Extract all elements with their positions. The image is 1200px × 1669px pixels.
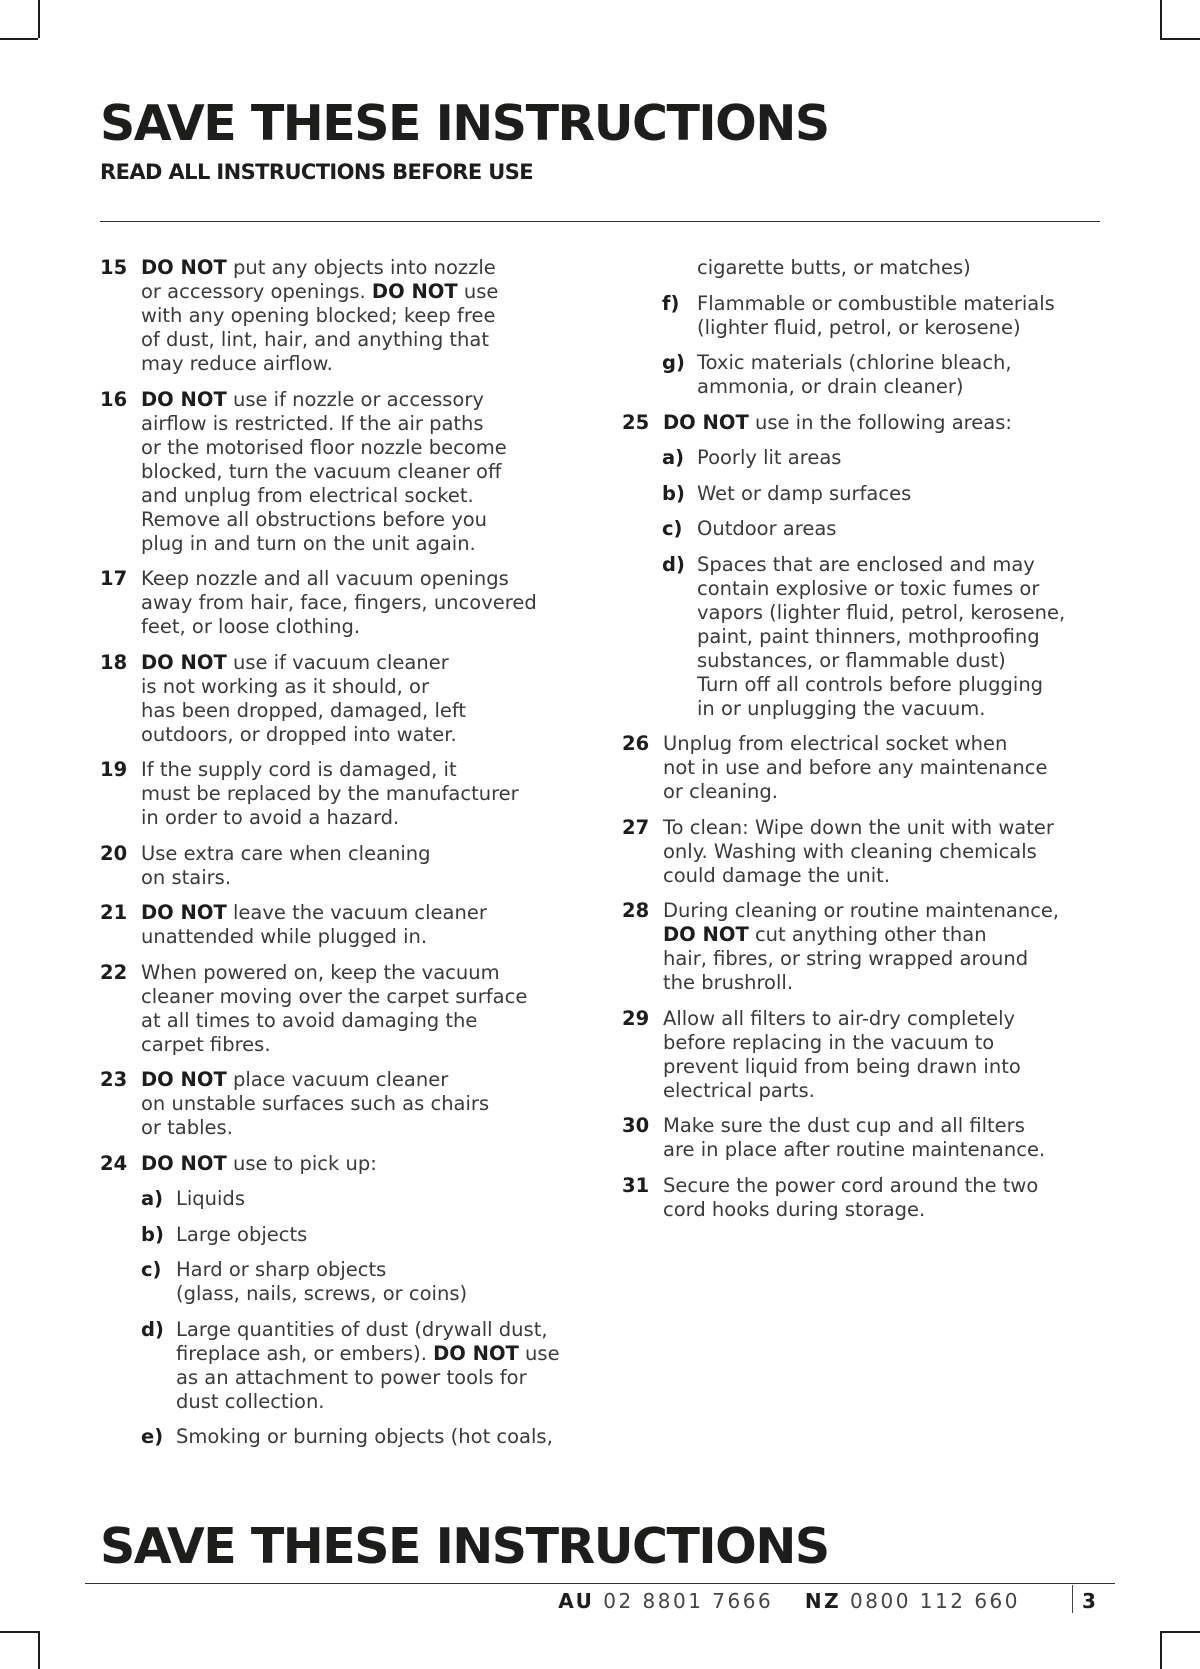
do-not-emphasis: DO NOT: [141, 901, 227, 924]
nz-phone: 0800 112 660: [850, 1589, 1020, 1613]
instruction-number: 26: [622, 732, 650, 755]
instruction-text: To clean: Wipe down the unit with water only. Washing with cleaning chemicals could damage the unit.: [663, 815, 1054, 887]
instruction-text: Allow all filters to air-dry completely before replacing in the vacuum to prevent liquid from being drawn into electrical parts.: [663, 1006, 1021, 1102]
sub-item-label: a): [662, 446, 685, 469]
sub-item: [662, 351, 1097, 399]
instruction-item: [622, 1007, 1097, 1103]
instruction-text: Use extra care when cleaning on stairs.: [141, 841, 431, 889]
instruction-number: 29: [622, 1006, 650, 1030]
instruction-number: 23: [100, 1068, 128, 1091]
sub-item-label: f): [662, 291, 680, 315]
instruction-number: 21: [100, 901, 128, 924]
right-column: [622, 256, 1097, 1233]
nz-label: NZ: [804, 1589, 842, 1613]
sub-item: [662, 553, 1097, 721]
instruction-number: 22: [100, 960, 128, 984]
instruction-text: DO NOT use in the following areas:: [663, 410, 1012, 434]
instruction-item: [622, 411, 1097, 435]
sub-item: [141, 1223, 600, 1247]
instruction-number: 27: [622, 815, 650, 839]
instruction-number: 24: [100, 1151, 128, 1175]
sub-item-text: Large objects: [176, 1222, 308, 1246]
sub-item-text: Liquids: [176, 1187, 245, 1210]
instruction-text: Secure the power cord around the two cord hooks during storage.: [663, 1173, 1039, 1221]
sub-item-label: b): [141, 1222, 164, 1246]
do-not-emphasis: DO NOT: [433, 1341, 519, 1365]
sub-item: [141, 1258, 600, 1306]
footer-contact: [558, 1589, 1020, 1613]
sub-item-text: Toxic materials (chlorine bleach, ammonia, or drain cleaner): [697, 351, 1012, 398]
instruction-text: If the supply cord is damaged, it must be replaced by the manufacturer in order to avoid a hazard.: [141, 758, 519, 829]
instruction-text: When powered on, keep the vacuum cleaner moving over the carpet surface at all times to avoid damaging the carpet fibres.: [141, 960, 528, 1056]
sub-item-text: Spaces that are enclosed and may contain explosive or toxic fumes or vapors (lighter fluid, petrol, kerosene, paint, paint thinners, mothproofing substances, or flammable dust) Turn off all controls before plugging in or unplugging the vacuum.: [697, 552, 1066, 720]
au-label: AU: [558, 1589, 595, 1613]
crop-mark-top-left-h: [0, 38, 38, 40]
sub-item: [662, 482, 1097, 506]
sub-item-text: Flammable or combustible materials (lighter fluid, petrol, or kerosene): [697, 291, 1055, 339]
do-not-emphasis: DO NOT: [141, 650, 227, 674]
instruction-text: Unplug from electrical socket when not in use and before any maintenance or cleaning.: [663, 732, 1048, 803]
instruction-item: [100, 388, 600, 556]
sub-item-text: Hard or sharp objects (glass, nails, screws, or coins): [176, 1258, 468, 1305]
instruction-number: 25: [622, 410, 650, 434]
sub-item-text: Wet or damp surfaces: [697, 481, 912, 505]
instruction-item: [100, 651, 600, 747]
sub-item-text: Outdoor areas: [697, 517, 837, 540]
instruction-item: [100, 842, 600, 890]
instruction-number: 31: [622, 1173, 650, 1197]
footer-title: SAVE THESE INSTRUCTIONS: [100, 1518, 829, 1575]
instruction-text: DO NOT place vacuum cleaner on unstable surfaces such as chairs or tables.: [141, 1068, 490, 1139]
instruction-item: [100, 567, 600, 639]
instruction-item: [622, 732, 1097, 804]
instruction-item: [622, 899, 1097, 995]
sub-item-text: Poorly lit areas: [697, 446, 842, 469]
instruction-text: DO NOT put any objects into nozzle or accessory openings. DO NOT use with any opening blocked; keep free of dust, lint, hair, and anything that may reduce airflow.: [141, 256, 499, 375]
header-divider: [100, 221, 1100, 222]
sub-item-label: e): [141, 1425, 164, 1448]
instruction-text: DO NOT leave the vacuum cleaner unattended while plugged in.: [141, 901, 487, 948]
page-title: SAVE THESE INSTRUCTIONS: [100, 95, 829, 152]
instruction-text: During cleaning or routine maintenance, DO NOT cut anything other than hair, fibres, or string wrapped around the brushroll.: [663, 899, 1060, 994]
instruction-item: [622, 816, 1097, 888]
do-not-emphasis: DO NOT: [663, 410, 749, 434]
instruction-item: [100, 758, 600, 830]
sub-item: [141, 1425, 600, 1449]
instruction-number: 19: [100, 758, 128, 781]
instruction-number: 15: [100, 256, 128, 279]
sub-item-label: c): [141, 1258, 162, 1281]
instruction-text: DO NOT use to pick up:: [141, 1151, 377, 1175]
crop-mark-top-left-v: [38, 0, 40, 38]
sub-item: [141, 1187, 600, 1211]
sub-item-text: Smoking or burning objects (hot coals,: [176, 1425, 553, 1448]
sub-item-label: a): [141, 1187, 164, 1210]
au-phone: 02 8801 7666: [603, 1589, 774, 1613]
continued-text: cigarette butts, or matches): [697, 256, 971, 279]
instruction-item: [100, 1068, 600, 1140]
sub-item: [662, 292, 1097, 340]
crop-mark-bottom-left-v: [38, 1631, 40, 1669]
instruction-text: DO NOT use if nozzle or accessory airflow is restricted. If the air paths or the motorised floor nozzle become blocked, turn the vacuum cleaner off and unplug from electrical socket. Remove all obstructions before you plug in and turn on the unit again.: [141, 387, 507, 555]
instruction-number: 20: [100, 841, 128, 865]
sub-item-text: Large quantities of dust (drywall dust, fireplace ash, or embers). DO NOT use as an attachment to power tools for dust collection.: [176, 1317, 560, 1413]
page-number-separator: [1072, 1585, 1073, 1613]
page-subtitle: READ ALL INSTRUCTIONS BEFORE USE: [100, 160, 534, 184]
instruction-text: DO NOT use if vacuum cleaner is not working as it should, or has been dropped, damaged, left outdoors, or dropped into water.: [141, 650, 467, 746]
instruction-item: [100, 256, 600, 376]
instruction-text: Keep nozzle and all vacuum openings away from hair, face, fingers, uncovered feet, or loose clothing.: [141, 567, 537, 638]
instruction-item: [622, 1114, 1097, 1162]
do-not-emphasis: DO NOT: [141, 1151, 227, 1175]
instruction-item: [100, 1152, 600, 1176]
crop-mark-top-right-v: [1160, 0, 1162, 38]
do-not-emphasis: DO NOT: [141, 1068, 227, 1091]
instruction-number: 17: [100, 567, 128, 590]
crop-mark-bottom-left-h: [0, 1631, 38, 1633]
instruction-number: 16: [100, 387, 128, 411]
instruction-number: 30: [622, 1114, 650, 1137]
footer-divider: [85, 1583, 1115, 1584]
do-not-emphasis: DO NOT: [141, 387, 227, 411]
instruction-item: [100, 901, 600, 949]
do-not-emphasis: DO NOT: [141, 256, 227, 279]
sub-item-label: b): [662, 481, 685, 505]
crop-mark-bottom-right-h: [1160, 1631, 1200, 1633]
instruction-number: 28: [622, 899, 650, 922]
sub-item: [662, 446, 1097, 470]
page-number: 3: [1082, 1589, 1096, 1613]
crop-mark-bottom-right-v: [1160, 1631, 1162, 1669]
instruction-text: Make sure the dust cup and all filters are in place after routine maintenance.: [663, 1114, 1046, 1161]
instruction-item: [100, 961, 600, 1057]
sub-item-label: d): [662, 552, 685, 576]
instruction-item: [622, 1174, 1097, 1222]
crop-mark-top-right-h: [1160, 38, 1200, 40]
do-not-emphasis: DO NOT: [371, 280, 458, 303]
sub-item-label: g): [662, 351, 685, 374]
do-not-emphasis: DO NOT: [663, 923, 749, 946]
sub-item-label: c): [662, 517, 683, 540]
sub-item-label: d): [141, 1317, 164, 1341]
sub-item: [141, 1318, 600, 1414]
sub-item: [662, 517, 1097, 541]
left-column: [100, 256, 600, 1461]
instruction-number: 18: [100, 650, 128, 674]
